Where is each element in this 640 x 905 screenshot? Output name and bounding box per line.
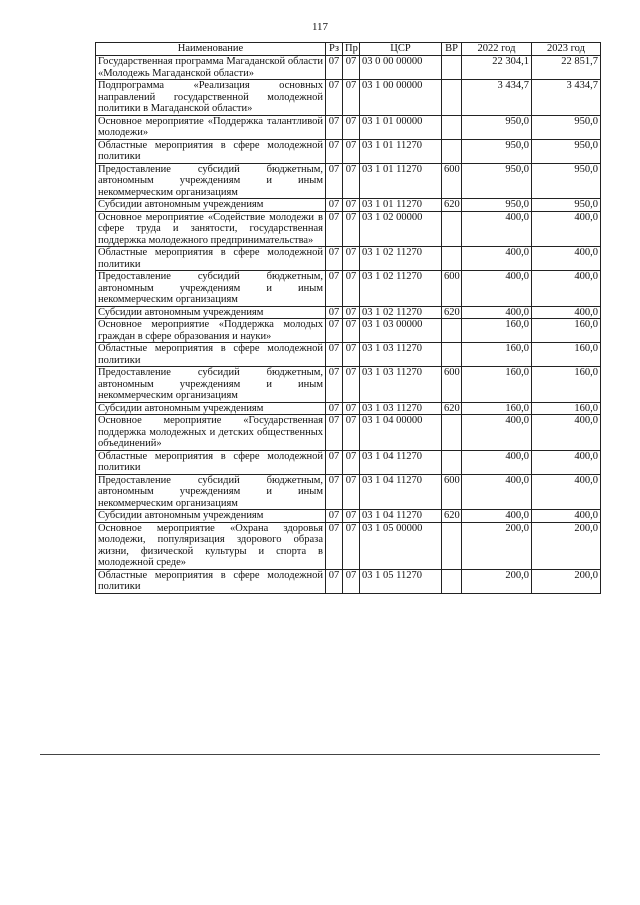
row-pr: 07 [343, 139, 360, 163]
row-amount-2023: 22 851,7 [532, 56, 601, 80]
row-rz: 07 [326, 271, 343, 307]
table-row [96, 474, 601, 510]
row-amount-2023: 400,0 [532, 306, 601, 319]
row-amount-2023: 160,0 [532, 343, 601, 367]
row-name: Основное мероприятие «Охрана здоровья молодежи, популяризация здорового образа жизни, физической культуры и спорта в молодежной среде» [96, 522, 326, 569]
table-row [96, 306, 601, 319]
table-row [96, 319, 601, 343]
row-pr: 07 [343, 474, 360, 510]
page-number: 117 [311, 21, 329, 33]
row-rz: 07 [326, 569, 343, 593]
row-rz: 07 [326, 319, 343, 343]
row-name: Областные мероприятия в сфере молодежной политики [96, 569, 326, 593]
row-rz: 07 [326, 415, 343, 451]
row-vr: 620 [442, 199, 462, 212]
table-row [96, 510, 601, 523]
row-amount-2023: 950,0 [532, 163, 601, 199]
row-amount-2023: 950,0 [532, 115, 601, 139]
row-rz: 07 [326, 510, 343, 523]
row-csr: 03 1 03 11270 [360, 343, 442, 367]
row-vr [442, 522, 462, 569]
footer-divider [40, 754, 600, 755]
row-vr [442, 56, 462, 80]
row-name: Субсидии автономным учреждениям [96, 199, 326, 212]
row-amount-2023: 950,0 [532, 199, 601, 212]
row-csr: 03 1 01 11270 [360, 163, 442, 199]
row-pr: 07 [343, 415, 360, 451]
row-vr [442, 211, 462, 247]
row-name: Субсидии автономным учреждениям [96, 306, 326, 319]
row-csr: 03 1 02 11270 [360, 271, 442, 307]
row-csr: 03 1 04 11270 [360, 450, 442, 474]
row-amount-2023: 950,0 [532, 139, 601, 163]
row-rz: 07 [326, 139, 343, 163]
row-amount-2023: 400,0 [532, 450, 601, 474]
row-csr: 03 1 01 11270 [360, 139, 442, 163]
row-csr: 03 1 04 00000 [360, 415, 442, 451]
row-amount-2022: 3 434,7 [462, 80, 532, 116]
table-row [96, 415, 601, 451]
header-name: Наименование [96, 43, 326, 56]
row-vr: 620 [442, 402, 462, 415]
row-rz: 07 [326, 199, 343, 212]
row-name: Подпрограмма «Реализация основных направлений государственной молодежной политики в Магаданской области» [96, 80, 326, 116]
header-vr: ВР [442, 43, 462, 56]
row-pr: 07 [343, 211, 360, 247]
row-rz: 07 [326, 474, 343, 510]
table-row [96, 271, 601, 307]
row-vr [442, 450, 462, 474]
row-csr: 03 1 03 11270 [360, 402, 442, 415]
header-rz: Рз [326, 43, 343, 56]
row-amount-2022: 400,0 [462, 510, 532, 523]
row-csr: 03 1 04 11270 [360, 510, 442, 523]
row-vr [442, 80, 462, 116]
row-vr: 620 [442, 306, 462, 319]
header-csr: ЦСР [360, 43, 442, 56]
row-vr: 600 [442, 271, 462, 307]
row-amount-2022: 950,0 [462, 115, 532, 139]
row-amount-2022: 400,0 [462, 271, 532, 307]
row-name: Областные мероприятия в сфере молодежной политики [96, 343, 326, 367]
row-amount-2023: 400,0 [532, 247, 601, 271]
row-amount-2023: 160,0 [532, 319, 601, 343]
row-vr: 600 [442, 367, 462, 403]
row-pr: 07 [343, 522, 360, 569]
row-pr: 07 [343, 199, 360, 212]
row-pr: 07 [343, 271, 360, 307]
row-amount-2023: 400,0 [532, 415, 601, 451]
row-pr: 07 [343, 569, 360, 593]
row-name: Основное мероприятие «Поддержка молодых граждан в сфере образования и науки» [96, 319, 326, 343]
row-pr: 07 [343, 80, 360, 116]
header-2023: 2023 год [532, 43, 601, 56]
row-rz: 07 [326, 450, 343, 474]
row-name: Государственная программа Магаданской области «Молодежь Магаданской области» [96, 56, 326, 80]
row-amount-2023: 400,0 [532, 271, 601, 307]
row-amount-2022: 22 304,1 [462, 56, 532, 80]
row-rz: 07 [326, 522, 343, 569]
table-row [96, 367, 601, 403]
row-csr: 03 1 02 11270 [360, 306, 442, 319]
row-vr [442, 569, 462, 593]
budget-table [95, 42, 601, 594]
row-pr: 07 [343, 163, 360, 199]
row-amount-2022: 400,0 [462, 306, 532, 319]
row-csr: 03 1 03 11270 [360, 367, 442, 403]
row-pr: 07 [343, 402, 360, 415]
table-row [96, 115, 601, 139]
table-row [96, 199, 601, 212]
row-csr: 03 1 02 11270 [360, 247, 442, 271]
row-vr [442, 415, 462, 451]
row-amount-2022: 950,0 [462, 199, 532, 212]
row-name: Областные мероприятия в сфере молодежной политики [96, 450, 326, 474]
table-row [96, 56, 601, 80]
row-amount-2023: 160,0 [532, 402, 601, 415]
row-pr: 07 [343, 367, 360, 403]
row-csr: 03 1 05 11270 [360, 569, 442, 593]
row-name: Предоставление субсидий бюджетным, автономным учреждениям и иным некоммерческим организациям [96, 163, 326, 199]
row-pr: 07 [343, 343, 360, 367]
row-amount-2022: 200,0 [462, 569, 532, 593]
row-rz: 07 [326, 402, 343, 415]
row-pr: 07 [343, 115, 360, 139]
row-amount-2023: 400,0 [532, 211, 601, 247]
row-pr: 07 [343, 306, 360, 319]
row-amount-2023: 200,0 [532, 569, 601, 593]
table-row [96, 402, 601, 415]
row-amount-2022: 400,0 [462, 450, 532, 474]
row-pr: 07 [343, 510, 360, 523]
table-body [96, 56, 601, 594]
row-pr: 07 [343, 56, 360, 80]
row-csr: 03 1 01 00000 [360, 115, 442, 139]
row-vr: 600 [442, 163, 462, 199]
row-amount-2022: 400,0 [462, 415, 532, 451]
row-rz: 07 [326, 306, 343, 319]
row-name: Субсидии автономным учреждениям [96, 510, 326, 523]
row-csr: 03 1 01 11270 [360, 199, 442, 212]
table-row [96, 450, 601, 474]
row-name: Областные мероприятия в сфере молодежной политики [96, 139, 326, 163]
row-name: Субсидии автономным учреждениям [96, 402, 326, 415]
row-amount-2022: 200,0 [462, 522, 532, 569]
row-rz: 07 [326, 115, 343, 139]
row-csr: 03 1 02 00000 [360, 211, 442, 247]
row-csr: 03 1 04 11270 [360, 474, 442, 510]
row-amount-2022: 950,0 [462, 139, 532, 163]
row-name: Основное мероприятие «Поддержка талантливой молодежи» [96, 115, 326, 139]
row-name: Основное мероприятие «Содействие молодежи в сфере труда и занятости, государственная поддержка молодежного предпринимательства» [96, 211, 326, 247]
row-rz: 07 [326, 247, 343, 271]
row-amount-2022: 400,0 [462, 211, 532, 247]
row-amount-2022: 950,0 [462, 163, 532, 199]
row-amount-2023: 400,0 [532, 510, 601, 523]
row-name: Областные мероприятия в сфере молодежной политики [96, 247, 326, 271]
row-csr: 03 1 00 00000 [360, 80, 442, 116]
row-pr: 07 [343, 450, 360, 474]
header-2022: 2022 год [462, 43, 532, 56]
row-name: Предоставление субсидий бюджетным, автономным учреждениям и иным некоммерческим организациям [96, 474, 326, 510]
row-amount-2022: 160,0 [462, 319, 532, 343]
row-vr [442, 247, 462, 271]
row-amount-2023: 3 434,7 [532, 80, 601, 116]
table-row [96, 343, 601, 367]
row-pr: 07 [343, 247, 360, 271]
table-row [96, 247, 601, 271]
table-header-row [96, 43, 601, 56]
row-amount-2023: 400,0 [532, 474, 601, 510]
row-amount-2022: 400,0 [462, 247, 532, 271]
row-rz: 07 [326, 343, 343, 367]
row-rz: 07 [326, 367, 343, 403]
row-rz: 07 [326, 56, 343, 80]
table-row [96, 80, 601, 116]
table-row [96, 139, 601, 163]
row-amount-2022: 160,0 [462, 343, 532, 367]
row-name: Основное мероприятие «Государственная поддержка молодежных и детских общественных объединений» [96, 415, 326, 451]
row-vr: 600 [442, 474, 462, 510]
row-vr [442, 343, 462, 367]
row-rz: 07 [326, 80, 343, 116]
row-vr: 620 [442, 510, 462, 523]
row-csr: 03 1 05 00000 [360, 522, 442, 569]
row-amount-2023: 160,0 [532, 367, 601, 403]
row-pr: 07 [343, 319, 360, 343]
row-name: Предоставление субсидий бюджетным, автономным учреждениям и иным некоммерческим организациям [96, 367, 326, 403]
row-rz: 07 [326, 211, 343, 247]
row-vr [442, 115, 462, 139]
table-row [96, 211, 601, 247]
row-vr [442, 139, 462, 163]
header-pr: Пр [343, 43, 360, 56]
row-amount-2022: 400,0 [462, 474, 532, 510]
row-csr: 03 1 03 00000 [360, 319, 442, 343]
table-row [96, 522, 601, 569]
row-vr [442, 319, 462, 343]
row-csr: 03 0 00 00000 [360, 56, 442, 80]
table-row [96, 163, 601, 199]
row-amount-2022: 160,0 [462, 402, 532, 415]
row-name: Предоставление субсидий бюджетным, автономным учреждениям и иным некоммерческим организациям [96, 271, 326, 307]
row-rz: 07 [326, 163, 343, 199]
row-amount-2022: 160,0 [462, 367, 532, 403]
table-row [96, 569, 601, 593]
row-amount-2023: 200,0 [532, 522, 601, 569]
